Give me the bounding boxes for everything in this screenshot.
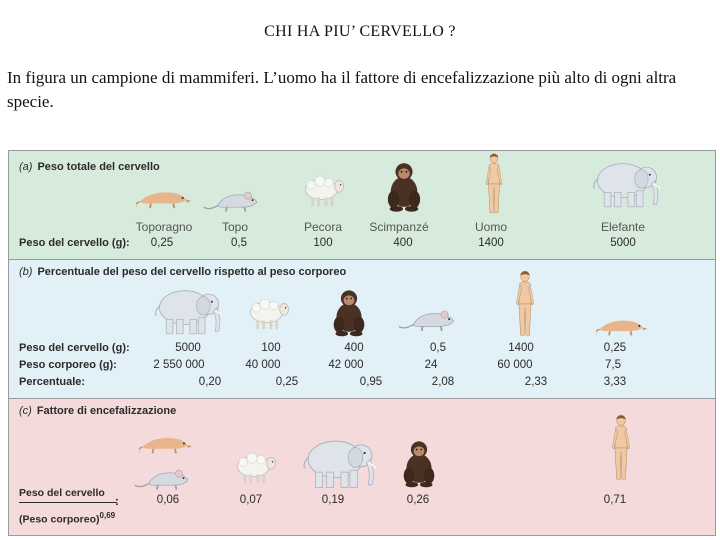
body-weight-value: 24: [424, 359, 438, 371]
percentage-value: 2,33: [524, 376, 548, 388]
percentage-value: 3,33: [603, 376, 627, 388]
chimpanzee-icon: [401, 437, 437, 489]
percentage-value: 0,25: [275, 376, 299, 388]
page-title: CHI HA PIU’ CERVELLO ?: [264, 23, 456, 40]
elephant-icon: [299, 435, 381, 491]
species-name: Uomo: [474, 220, 508, 234]
encephalization-figure: [8, 150, 716, 536]
encephalization-value: 0,06: [156, 494, 180, 506]
percentage-label: Percentuale:: [19, 376, 86, 388]
panel-brain-percentage: [9, 260, 715, 398]
chimpanzee-icon: [331, 286, 367, 338]
formula-exponent: 0,69: [99, 511, 116, 520]
body-weight-value: 7,5: [605, 359, 621, 371]
body-weight-value: 60 000: [497, 359, 533, 371]
human-icon: [512, 268, 538, 340]
body-weight-value: 40 000: [245, 359, 281, 371]
human-icon: [608, 411, 634, 485]
formula-denominator: [19, 503, 117, 526]
panel-b-title: [19, 266, 346, 278]
formula-colon: :: [115, 494, 119, 508]
body-weight-value: 2 550 000: [153, 359, 205, 371]
percentage-value: 2,08: [431, 376, 455, 388]
encephalization-formula: [19, 487, 117, 526]
percentage-value: 0,20: [198, 376, 222, 388]
shrew-icon: [596, 312, 648, 338]
brain-weight-value: 100: [313, 237, 333, 249]
brain-weight-value: 400: [344, 342, 364, 354]
brain-weight-value: 5000: [610, 237, 636, 249]
panel-c-title: [19, 405, 176, 417]
shrew-icon: [136, 183, 192, 211]
sheep-icon: [233, 447, 277, 487]
species-name: Topo: [221, 220, 249, 234]
human-icon: [482, 151, 506, 217]
mouse-icon: [397, 306, 461, 334]
species-name: Scimpanzé: [369, 220, 429, 234]
formula-denominator-text: (Peso corporeo): [19, 513, 100, 526]
mouse-icon: [202, 187, 264, 215]
brain-weight-value: 5000: [175, 342, 201, 354]
brain-weight-value: 400: [393, 237, 413, 249]
brain-weight-label: Peso del cervello (g):: [19, 237, 130, 249]
brain-weight-label: Peso del cervello (g):: [19, 342, 130, 354]
panel-b-letter: (b): [19, 266, 33, 278]
encephalization-value: 0,71: [603, 494, 627, 506]
species-name: Pecora: [303, 220, 343, 234]
shrew-icon: [139, 429, 193, 456]
chimpanzee-icon: [385, 159, 423, 213]
encephalization-value: 0,07: [239, 494, 263, 506]
brain-weight-value: 100: [261, 342, 281, 354]
intro-text: In figura un campione di mammiferi. L’uomo ha il fattore di encefalizzazione più alto di ogni altra specie.: [7, 68, 677, 111]
sheep-icon: [246, 294, 290, 332]
formula-numerator: Peso del cervello: [19, 487, 117, 503]
elephant-icon: [151, 282, 227, 340]
encephalization-value: 0,19: [321, 494, 345, 506]
sheep-icon: [301, 171, 345, 209]
percentage-value: 0,95: [359, 376, 383, 388]
panel-a-letter: (a): [19, 161, 33, 173]
body-weight-label: Peso corporeo (g):: [19, 359, 117, 371]
panel-a-title: [19, 161, 160, 173]
brain-weight-value: 0,25: [150, 237, 174, 249]
species-name: Elefante: [600, 220, 646, 234]
panel-c-title-text: Fattore di encefalizzazione: [36, 405, 177, 417]
encephalization-value: 0,26: [406, 494, 430, 506]
brain-weight-value: 0,5: [231, 237, 247, 249]
mouse-icon: [133, 465, 195, 493]
brain-weight-value: 1400: [478, 237, 504, 249]
panel-brain-weight: [9, 151, 715, 259]
panel-a-title-text: Peso totale del cervello: [37, 161, 160, 173]
brain-weight-value: 0,25: [603, 342, 627, 354]
panel-b-title-text: Percentuale del peso del cervello rispetto al peso corporeo: [37, 266, 347, 278]
body-weight-value: 42 000: [328, 359, 364, 371]
species-name: Toporagno: [135, 220, 193, 234]
brain-weight-value: 1400: [508, 342, 534, 354]
brain-weight-value: 0,5: [430, 342, 446, 354]
elephant-icon: [589, 157, 665, 211]
panel-c-letter: (c): [19, 405, 32, 417]
